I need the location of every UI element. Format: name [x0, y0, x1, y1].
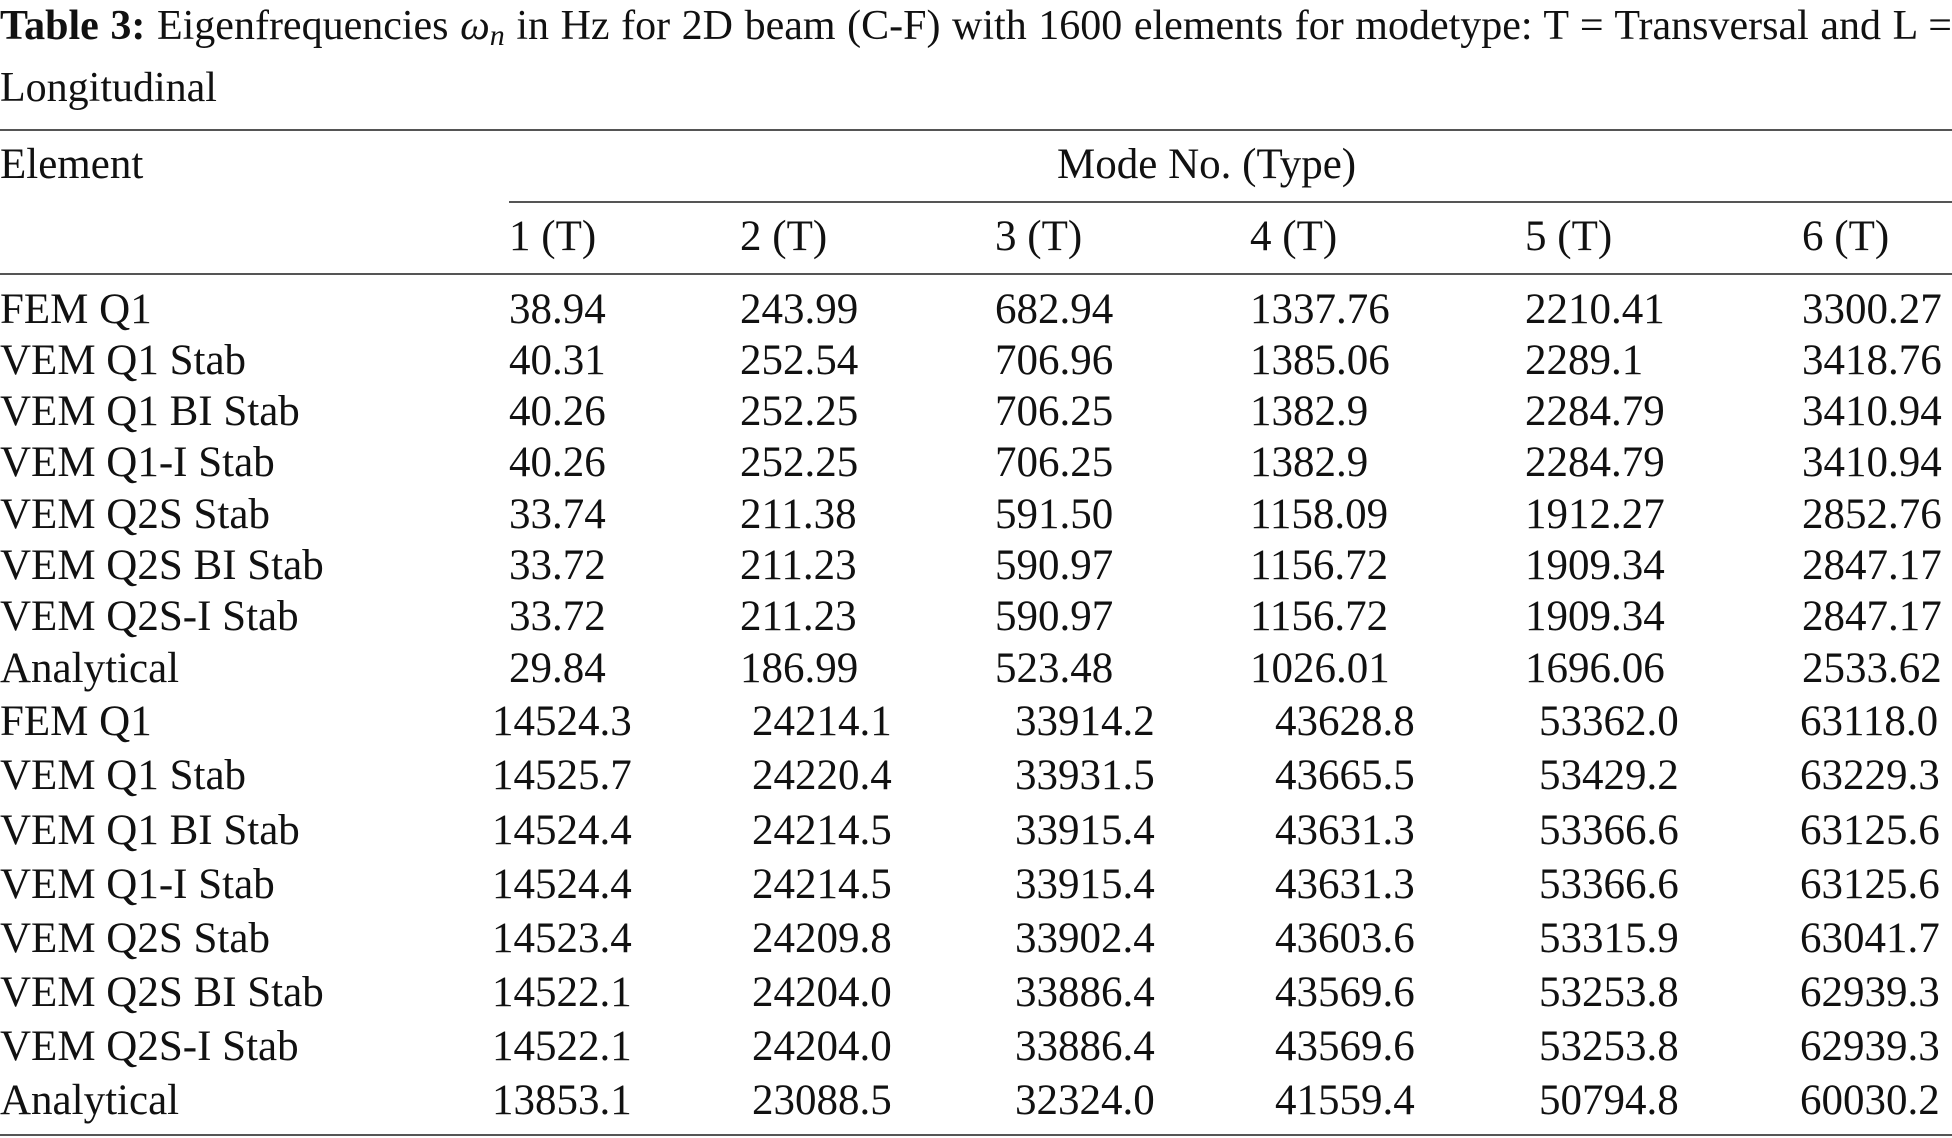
table-cell: 1156.72	[1250, 542, 1389, 589]
table-cell: 3300.27	[1802, 286, 1942, 333]
table-cell: 14524.4	[492, 807, 632, 854]
row-element-label: VEM Q2S BI Stab	[0, 542, 324, 589]
table-cell: 14524.3	[492, 698, 632, 745]
table-cell: 211.38	[740, 491, 857, 538]
row-element-label: VEM Q1-I Stab	[0, 439, 275, 486]
table-cell: 2533.62	[1802, 645, 1942, 692]
table-cell: 14525.7	[492, 752, 632, 799]
table-cell: 243.99	[740, 286, 859, 333]
table-cell: 53253.8	[1539, 969, 1679, 1016]
table-cell: 1385.06	[1250, 337, 1390, 384]
row-element-label: VEM Q2S BI Stab	[0, 969, 324, 1016]
table-cell: 24204.0	[752, 969, 892, 1016]
caption-text-end: in Hz for 2D beam (C-F) with 1600 elements for modetype: T = Transversal and L = Longitudinal	[0, 3, 1952, 111]
table-cell: 590.97	[995, 593, 1114, 640]
table-cell: 53362.0	[1539, 698, 1679, 745]
caption-symbol: ω	[460, 3, 490, 49]
table-cell: 682.94	[995, 286, 1114, 333]
table-cell: 62939.3	[1800, 969, 1940, 1016]
table-cell: 33914.2	[1015, 698, 1155, 745]
table-caption	[0, 0, 1952, 114]
table-cell: 53366.6	[1539, 807, 1679, 854]
table-cell: 33915.4	[1015, 861, 1155, 908]
row-element-label: VEM Q2S Stab	[0, 915, 270, 962]
column-header: 3 (T)	[995, 213, 1083, 260]
table-cell: 2289.1	[1525, 337, 1644, 384]
table-cell: 63118.0	[1800, 698, 1939, 745]
table-cell: 24214.5	[752, 807, 892, 854]
column-header: 6 (T)	[1802, 213, 1890, 260]
table-cell: 62939.3	[1800, 1023, 1940, 1070]
table-cell: 33902.4	[1015, 915, 1155, 962]
table-cell: 2284.79	[1525, 439, 1665, 486]
table-cell: 523.48	[995, 645, 1114, 692]
table-cell: 706.96	[995, 337, 1114, 384]
table-cell: 24214.1	[752, 698, 892, 745]
column-header: 5 (T)	[1525, 213, 1613, 260]
table-cell: 33.72	[509, 593, 606, 640]
table-cell: 1382.9	[1250, 388, 1369, 435]
table-cell: 63125.6	[1800, 807, 1940, 854]
table-cell: 43631.3	[1275, 861, 1415, 908]
table-cell: 24220.4	[752, 752, 892, 799]
table-cell: 33886.4	[1015, 969, 1155, 1016]
row-element-label: Analytical	[0, 645, 180, 692]
table-cell: 3410.94	[1802, 439, 1942, 486]
row-element-label: VEM Q1-I Stab	[0, 861, 275, 908]
table-cell: 14522.1	[492, 1023, 632, 1070]
table-cell: 14522.1	[492, 969, 632, 1016]
table-cell: 211.23	[740, 593, 857, 640]
row-element-label: VEM Q1 BI Stab	[0, 807, 300, 854]
table-cell: 1909.34	[1525, 542, 1665, 589]
row-element-label: FEM Q1	[0, 286, 152, 333]
column-header: 2 (T)	[740, 213, 828, 260]
table-cell: 24209.8	[752, 915, 892, 962]
table-cell: 1909.34	[1525, 593, 1665, 640]
table-cell: 50794.8	[1539, 1077, 1679, 1124]
table-cell: 1696.06	[1525, 645, 1665, 692]
table-cell: 43665.5	[1275, 752, 1415, 799]
table-cell: 43631.3	[1275, 807, 1415, 854]
table-cell: 24204.0	[752, 1023, 892, 1070]
table-cell: 53429.2	[1539, 752, 1679, 799]
table-cell: 211.23	[740, 542, 857, 589]
table-cell: 43569.6	[1275, 1023, 1415, 1070]
table-cell: 2210.41	[1525, 286, 1665, 333]
column-header: 1 (T)	[509, 213, 597, 260]
table-cell: 43603.6	[1275, 915, 1415, 962]
table-cell: 43569.6	[1275, 969, 1415, 1016]
table-cell: 2847.17	[1802, 542, 1942, 589]
table-cell: 53253.8	[1539, 1023, 1679, 1070]
table-cell: 591.50	[995, 491, 1114, 538]
table-cell: 3410.94	[1802, 388, 1942, 435]
table-cell: 1026.01	[1250, 645, 1390, 692]
row-header-label: Element	[0, 141, 144, 188]
row-element-label: FEM Q1	[0, 698, 152, 745]
table-cell: 1912.27	[1525, 491, 1665, 538]
table-cell: 14524.4	[492, 861, 632, 908]
table-cell: 29.84	[509, 645, 606, 692]
row-element-label: VEM Q2S-I Stab	[0, 593, 299, 640]
group-header-label: Mode No. (Type)	[1057, 141, 1357, 188]
table-cell: 1156.72	[1250, 593, 1389, 640]
table-cell: 60030.2	[1800, 1077, 1940, 1124]
table-cell: 40.26	[509, 439, 606, 486]
table-cell: 24214.5	[752, 861, 892, 908]
table-cell: 2284.79	[1525, 388, 1665, 435]
caption-symbol-subscript: n	[489, 19, 505, 52]
table-cell: 33915.4	[1015, 807, 1155, 854]
table-cell: 63041.7	[1800, 915, 1940, 962]
table-cell: 33886.4	[1015, 1023, 1155, 1070]
table-cell: 33.72	[509, 542, 606, 589]
table-cell: 186.99	[740, 645, 859, 692]
table-cell: 1337.76	[1250, 286, 1390, 333]
table-cell: 32324.0	[1015, 1077, 1155, 1124]
table-cell: 53366.6	[1539, 861, 1679, 908]
table-cell: 252.25	[740, 439, 859, 486]
table-cell: 2847.17	[1802, 593, 1942, 640]
caption-text-start: Eigenfrequencies	[145, 3, 461, 49]
table-cell: 23088.5	[752, 1077, 892, 1124]
caption-label: Table 3:	[0, 3, 146, 49]
table-cell: 1158.09	[1250, 491, 1389, 538]
table-cell: 590.97	[995, 542, 1114, 589]
row-element-label: VEM Q1 Stab	[0, 337, 247, 384]
table-cell: 40.26	[509, 388, 606, 435]
group-header-rule	[509, 201, 1952, 203]
row-element-label: VEM Q1 BI Stab	[0, 388, 300, 435]
table-cell: 13853.1	[492, 1077, 632, 1124]
row-element-label: VEM Q2S-I Stab	[0, 1023, 299, 1070]
row-element-label: VEM Q2S Stab	[0, 491, 270, 538]
row-element-label: VEM Q1 Stab	[0, 752, 247, 799]
table-bottom-rule	[0, 1134, 1952, 1136]
table-cell: 2852.76	[1802, 491, 1942, 538]
row-element-label: Analytical	[0, 1077, 180, 1124]
table-cell: 43628.8	[1275, 698, 1415, 745]
table-cell: 63229.3	[1800, 752, 1940, 799]
table-cell: 706.25	[995, 439, 1114, 486]
table-top-rule	[0, 129, 1952, 131]
table-cell: 40.31	[509, 337, 606, 384]
table-cell: 33.74	[509, 491, 606, 538]
table-cell: 33931.5	[1015, 752, 1155, 799]
table-cell: 63125.6	[1800, 861, 1940, 908]
header-bottom-rule	[0, 273, 1952, 275]
table-cell: 53315.9	[1539, 915, 1679, 962]
table-cell: 252.54	[740, 337, 859, 384]
table-cell: 14523.4	[492, 915, 632, 962]
table-cell: 38.94	[509, 286, 606, 333]
table-cell: 3418.76	[1802, 337, 1942, 384]
table-cell: 706.25	[995, 388, 1114, 435]
column-header: 4 (T)	[1250, 213, 1338, 260]
table-cell: 1382.9	[1250, 439, 1369, 486]
table-cell: 252.25	[740, 388, 859, 435]
table-cell: 41559.4	[1275, 1077, 1415, 1124]
